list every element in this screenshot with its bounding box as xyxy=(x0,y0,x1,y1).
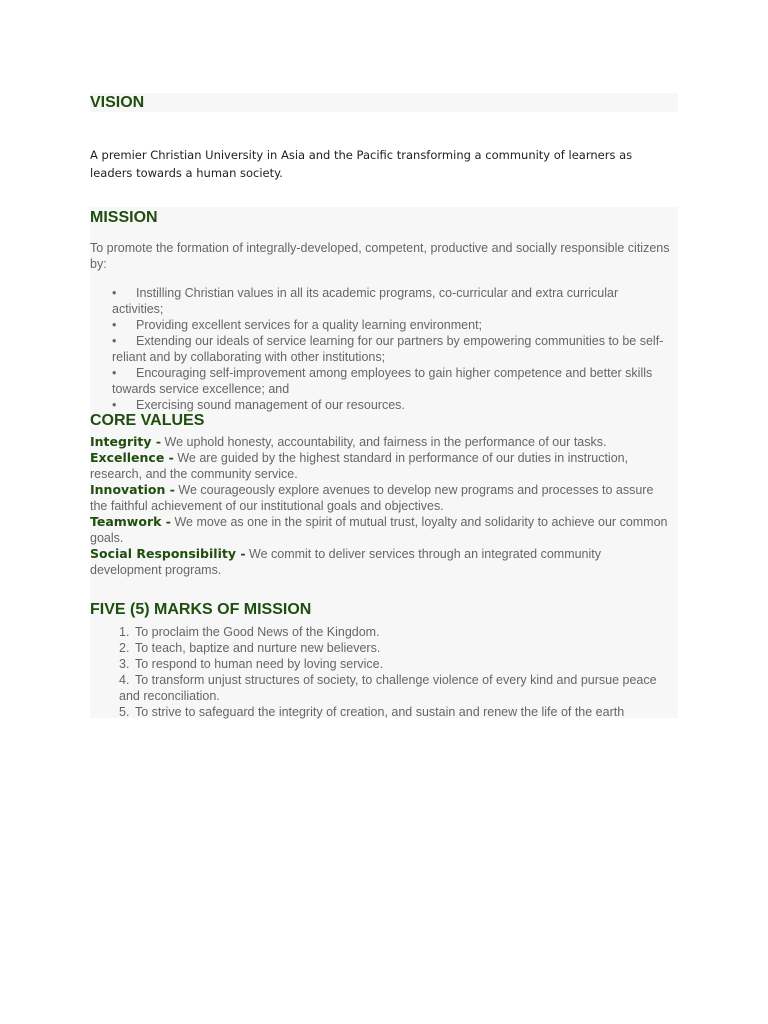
mission-item xyxy=(112,333,672,365)
mark-item xyxy=(119,624,669,640)
mark-item xyxy=(119,640,669,656)
core-value-text: We are guided by the highest standard in performance of our duties in instruction, research, and the community service. xyxy=(90,451,629,481)
core-value-item xyxy=(90,482,670,514)
mark-item xyxy=(119,656,669,672)
mark-item xyxy=(119,704,669,720)
core-value-text: We courageously explore avenues to develop new programs and processes to assure the faithful achievement of our institutional goals and objectives. xyxy=(90,483,654,513)
mission-intro: To promote the formation of integrally-developed, competent, productive and socially responsible citizens by: xyxy=(90,241,670,271)
bullet-icon: • xyxy=(112,398,117,412)
mark-number: 1. xyxy=(119,625,130,639)
mission-item-text: Encouraging self-improvement among employees to gain higher competence and better skills towards service excellence; and xyxy=(112,366,653,396)
core-value-text: We move as one in the spirit of mutual trust, loyalty and solidarity to achieve our common goals. xyxy=(90,515,668,545)
mission-heading: MISSION xyxy=(90,209,158,226)
mark-number: 3. xyxy=(119,657,130,671)
mark-text: To transform unjust structures of society, to challenge violence of every kind and pursue peace and reconciliation. xyxy=(119,673,657,703)
core-values-heading: CORE VALUES xyxy=(90,412,205,429)
bullet-icon: • xyxy=(112,334,117,348)
mark-number: 2. xyxy=(119,641,130,655)
mission-item-text: Exercising sound management of our resources. xyxy=(136,398,405,412)
core-value-name: Teamwork - xyxy=(90,514,171,529)
marks-of-mission-list xyxy=(119,624,669,720)
core-value-name: Excellence - xyxy=(90,450,174,465)
bullet-icon: • xyxy=(112,286,117,300)
mission-item xyxy=(112,317,672,333)
mark-text: To strive to safeguard the integrity of creation, and sustain and renew the life of the earth xyxy=(135,705,625,719)
core-value-name: Innovation - xyxy=(90,482,175,497)
vision-statement: A premier Christian University in Asia and the Pacific transforming a community of learners as leaders towards a human society. xyxy=(90,148,633,180)
mark-text: To teach, baptize and nurture new believers. xyxy=(135,641,381,655)
mission-item-text: Providing excellent services for a quality learning environment; xyxy=(136,318,483,332)
mark-text: To proclaim the Good News of the Kingdom. xyxy=(135,625,380,639)
mission-item-text: Instilling Christian values in all its academic programs, co-curricular and extra curricular activities; xyxy=(112,286,619,316)
vision-heading: VISION xyxy=(90,94,145,111)
core-value-item xyxy=(90,514,670,546)
mark-number: 5. xyxy=(119,705,130,719)
core-value-text: We commit to deliver services through an integrated community development programs. xyxy=(90,547,602,577)
bullet-icon: • xyxy=(112,366,117,380)
mission-list xyxy=(112,285,672,413)
mission-item xyxy=(112,365,672,397)
mission-item xyxy=(112,285,672,317)
core-value-name: Social Responsibility - xyxy=(90,546,246,561)
core-value-item xyxy=(90,434,670,450)
core-value-item xyxy=(90,450,670,482)
core-value-text: We uphold honesty, accountability, and fairness in the performance of our tasks. xyxy=(161,435,607,449)
marks-of-mission-heading: FIVE (5) MARKS OF MISSION xyxy=(90,601,312,618)
mission-item-text: Extending our ideals of service learning for our partners by empowering communities to be self-reliant and by collaborating with other institutions; xyxy=(112,334,664,364)
vision-heading-band xyxy=(90,93,678,112)
mark-text: To respond to human need by loving service. xyxy=(135,657,384,671)
mark-item xyxy=(119,672,669,704)
core-value-name: Integrity - xyxy=(90,434,162,449)
mark-number: 4. xyxy=(119,673,130,687)
core-values-list xyxy=(90,434,670,578)
bullet-icon: • xyxy=(112,318,117,332)
core-value-item xyxy=(90,546,670,578)
